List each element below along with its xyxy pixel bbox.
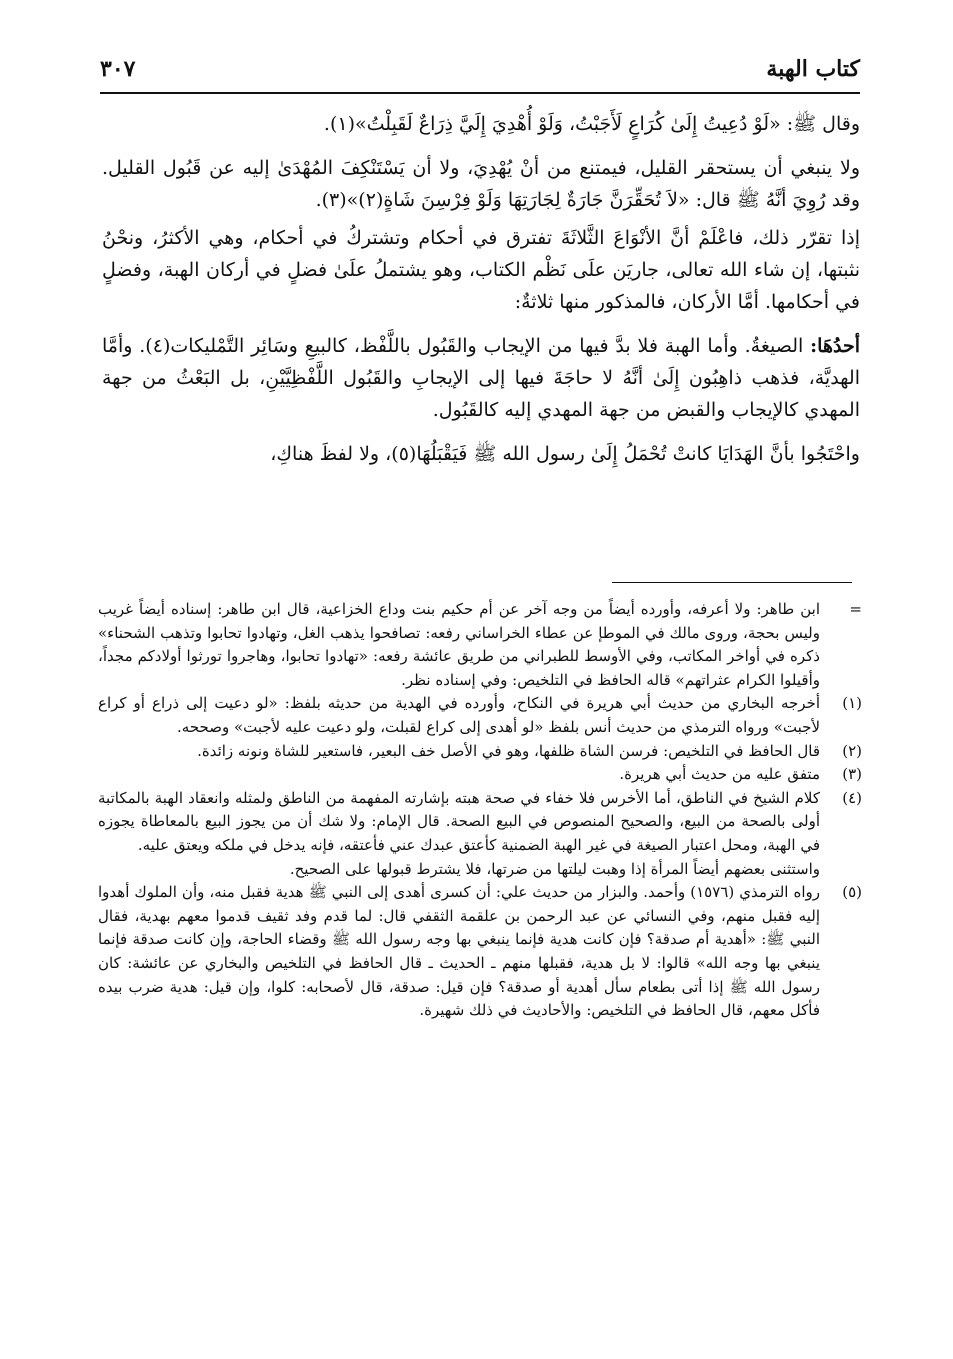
footnote-mark: (٤) (842, 788, 862, 807)
footnote-mark: = (849, 600, 862, 618)
footnotes (98, 598, 862, 1023)
footnote-separator (612, 582, 852, 583)
footnote-text: ابن طاهر: ولا أعرفه، وأورده أيضاً من وجه آخر عن أم حكيم بنت وداع الخزاعية، قال ابن طاهر: إسناده أيضاً غريب وليس بحجة، وروى مالك في الموطإ عن عطاء الخراساني رفعه: تصافحوا يذهب الغل، وتهادوا تحابوا وتذهب الشحناء» ذكره في أواخر المكاتب، وفي الأوسط للطبراني من طريق عائشة رفعه: «تهادوا تحابوا، وهاجروا تورثوا أولادكم مجداً، وأقيلوا الكرام عثراتهم» قاله الحافظ في التلخيص: وفي إسناده نظر. (98, 600, 820, 689)
footnote-text: واستثنى بعضهم أيضاً المرأة إذا وهبت ليلتها من ضرتها، فلا يشترط قبولها على الصحيح. (289, 859, 820, 878)
footnote-continued (98, 598, 862, 692)
paragraph-ihtajju: واحْتَجُوا بأنَّ الهَدَايَا كانتْ تُحْمَلُ إِلَىٰ رسول الله ﷺ فَيَقْبَلُهَا(٥)، ولا لفظَ هناكِ، (270, 443, 860, 465)
footnote-text: كلام الشيخ في الناطق، أما الأخرس فلا خفاء في صحة هبته بإشارته المفهمة من الناطق ولمثله وانعقاد الهبة بالمكاتبة أولى بالصحة من البيع، والصحيح المنصوص في البيع الصحة. قال الإمام: ولا شك أن من يجوز البيع بالمعاطاة يجوزه في الهبة، ومحل اعتبار الصيغة في غير الهبة الضمنية كأعتق عبدك عني فأعتقه، فإنه يدخل في ملكه ويعتق عليه. (98, 788, 820, 854)
header-rule (100, 92, 860, 94)
footnote-text: رواه الترمذي (١٥٧٦) وأحمد. والبزار من حديث علي: أن كسرى أهدى إلى النبي ﷺ هدية فقبل منه، وأن الملوك أهدوا إليه فقبل منهم، وفي النسائي عن عبد الرحمن بن علقمة الثقفي قال: لما قدم وفد ثقيف قدموا معهم بهدية، فقال النبي ﷺ: «أهدية أم صدقة؟ فإن كانت هدية فإنما ينبغي بها وجه رسول الله ﷺ وقضاء الحاجة، وإن كانت صدقة فإنما ينبغي بها وجه الله» قالوا: لا بل هدية، فقبلها منهم ـ الحديث ـ قال الحافظ في التلخيص والبخاري عن عائشة: كان رسول الله ﷺ إذا أتى بطعام سأل أهدية أو صدقة؟ فإن قيل: صدقة، قال لأصحابه: كلوا، وإن قيل: هدية ضرب بيده فأكل معهم، قال الحافظ في التلخيص: والأحاديث في ذلك شهيرة. (98, 883, 820, 1020)
sigha-text: الصيغةُ. وأما الهبة فلا بدَّ فيها من الإيجاب والقَبُول باللَّفْظ، كالبيعِ وسَائِر التَّمْليكات(٤). وأمَّا الهديَّة، فذهب ذاهِبُون إِلَىٰ أنَّهُ لا حاجَةَ فيها إلى الإيجابِ والقَبُول اللَّفْظِيَّيْنِ، بل البَعْثُ من جهة المهدي كالإيجاب والقبض من جهة المهدي إليه كالقَبُول. (102, 335, 860, 421)
footnote-1 (98, 692, 862, 739)
main-text (102, 108, 860, 476)
page-header (100, 50, 860, 90)
paragraph-hadith-kura: وقال ﷺ: «لَوْ دُعِيتُ إِلَىٰ كُرَاعٍ لَأَجَبْتُ، وَلَوْ أُهْدِيَ إِلَيَّ ذِرَاعٌ لَقَبِلْتُ»(١). (323, 113, 860, 135)
footnote-mark: (٥) (842, 883, 862, 902)
running-title: كتاب الهبة (766, 56, 860, 82)
footnote-text: أخرجه البخاري من حديث أبي هريرة في النكاح، وأورده في الهدية من حديثه بلفظ: «لو دعيت إلى ذراع أو كراع لأجبت» ورواه الترمذي من حديث أنس بلفظ «لو أهدى إلى كراع لقبلت، ولو دعيت عليه لأجبت» وصححه. (98, 694, 820, 736)
paragraph-sigha (102, 330, 860, 426)
footnote-text: قال الحافظ في التلخيص: فرسن الشاة ظلفها، وهو في الأصل خف البعير، فاستعير للشاة ونونه زائدة. (197, 741, 820, 760)
footnote-5 (98, 881, 862, 1023)
footnote-mark: (٣) (842, 765, 862, 784)
paragraph-anwa: إذا تقرّر ذلك، فاعْلَمْ أنَّ الأنْوَاعَ الثَّلاثَةَ تفترق في أحكام وتشتركُ في أحكام، وهي الأكثرُ، ونحْنُ نثبتها، إن شاء الله تعالى، جاريَن علَى نَظْم الكتاب، وهو يشتملُ علَىٰ فضلٍ في أركان الهبة، وفضلٍ في أحكامها. أمَّا الأركان، فالمذكور منها ثلاثةٌ: (102, 227, 860, 313)
footnote-text: متفق عليه من حديث أبي هريرة. (619, 765, 820, 784)
footnote-4-continued (98, 858, 862, 882)
footnote-mark: (١) (842, 694, 862, 713)
paragraph-qalil: ولا ينبغي أن يستحقر القليل، فيمتنع من أنْ يُهْدِيَ، ولا أن يَسْتَنْكِفَ المُهْدَىٰ إليه عن قَبُول القليل. وقد رُوِيَ أنَّهُ ﷺ قال: «لاَ تُحَقِّرَنَّ جَارَةٌ لِجَارَتِهَا وَلَوْ فِرْسِنَ شَاةٍ(٢)»(٣). (102, 157, 860, 211)
footnote-mark: (٢) (842, 741, 862, 760)
footnote-2 (98, 740, 862, 764)
ahaduha-heading: أحدُهَا: (810, 335, 860, 357)
footnote-3 (98, 763, 862, 787)
page-number: ٣٠٧ (100, 56, 136, 82)
footnote-4 (98, 787, 862, 858)
